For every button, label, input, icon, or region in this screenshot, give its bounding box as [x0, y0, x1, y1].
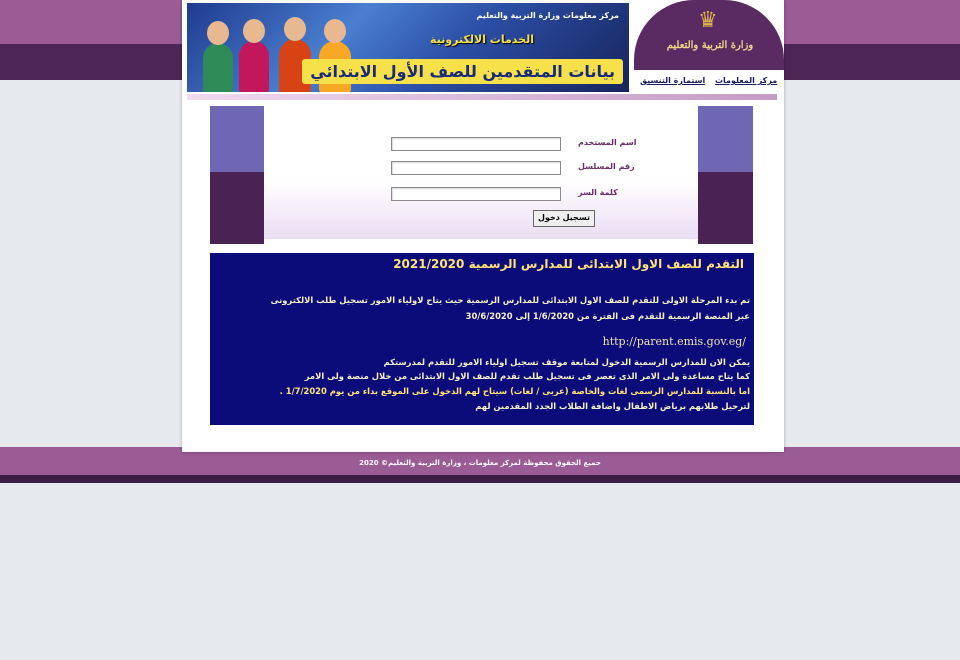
announcement-para1-line1: تم بدء المرحلة الاولى للتقدم للصف الاول الابتدائى للمدارس الرسمية حيث يتاح لاولياء الامور تسجيل طلب الالكترونى [270, 295, 750, 305]
footer-band-dark [0, 475, 960, 483]
username-label: اسم المستخدم [578, 138, 637, 147]
password-input[interactable] [391, 187, 561, 201]
copyright-text: جميع الحقوق محفوظة لمركز معلومات ، وزارة التربية والتعليم© 2020 [359, 459, 601, 467]
serial-label: رقم المسلسل [578, 162, 635, 171]
announcement-para2-line1: يمكن الان للمدارس الرسمية الدخول لمتابعة موقف تسجيل اولياء الامور للتقدم لمدرستكم [383, 357, 750, 367]
username-input[interactable] [391, 137, 561, 151]
page-container [182, 0, 784, 452]
announcement-para2-line2: كما يتاح مساعدة ولى الامر الذى تعصر فى تسجيل طلب تقدم للصف الاول الابتدائى من خلال منصة ولى الامر [304, 371, 750, 381]
application-form-link[interactable]: استمارة التنسيق [640, 76, 706, 85]
parent-portal-link[interactable]: http://parent.emis.gov.eg/ [602, 335, 746, 348]
announcement-title: التقدم للصف الاول الابتدائى للمدارس الرسمية 2021/2020 [393, 257, 744, 271]
announcement-para3-line1: اما بالنسبة للمدارس الرسمى لغات والخاصة (عربى / لغات) سيتاح لهم الدخول على الموقع بداء من يوم 1/7/2020 . [279, 386, 750, 396]
header-banner [187, 3, 629, 92]
announcement-para1-line2: عبر المنصة الرسمية للتقدم فى الفترة من 1/6/2020 إلى 30/6/2020 [465, 311, 750, 321]
login-right-block-top [698, 106, 753, 172]
info-center-link[interactable]: مركز المعلومات [715, 76, 778, 85]
login-button[interactable]: تسجيل دخول [533, 210, 595, 227]
banner-center-line: مركز معلومات وزارة التربية والتعليم [476, 11, 619, 20]
login-left-block-top [210, 106, 264, 172]
announcement-box [210, 253, 754, 425]
login-panel [210, 106, 753, 244]
eagle-icon: ♛ [698, 8, 718, 33]
banner-services-line: الخدمات الالكترونية [430, 33, 534, 46]
top-links [634, 74, 782, 90]
ministry-name: وزارة التربية والتعليم [666, 40, 754, 51]
password-label: كلمة السر [578, 188, 618, 197]
banner-main-title: بيانات المتقدمين للصف الأول الابتدائي [302, 59, 623, 84]
header-divider [187, 94, 777, 100]
serial-input[interactable] [391, 161, 561, 175]
announcement-para3-line2: لترحيل طلابهم برياض الاطفال واضافة الطلاب الجدد المقدمين لهم [475, 401, 750, 411]
ministry-emblem [634, 0, 784, 70]
login-form [264, 111, 698, 239]
